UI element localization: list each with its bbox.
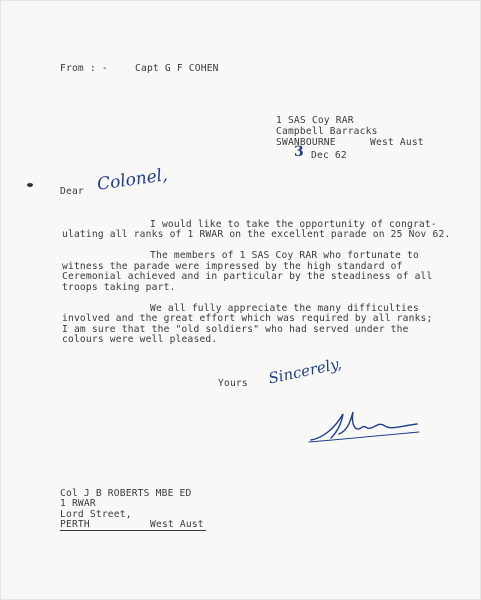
recipient-line-1: Col J B ROBERTS MBE ED	[60, 488, 192, 499]
body-line-10: colours were well pleased.	[62, 334, 218, 345]
from-label: From : -	[60, 63, 108, 74]
body-line-5: Ceremonial achieved and in particular by the steadiness of all	[62, 271, 433, 282]
closing-handwritten: Sincerely,	[266, 354, 344, 388]
body-line-8: involved and the great effort which was required by all ranks;	[62, 313, 433, 324]
body-line-4: witness the parade were impressed by the high standard of	[62, 261, 403, 272]
date-day: 3	[294, 144, 304, 160]
from-name: Capt G F COHEN	[135, 63, 219, 74]
sender-address-line-2: Campbell Barracks	[276, 126, 378, 137]
signature	[305, 404, 425, 446]
sender-address-line-3: SWANBOURNE	[276, 137, 336, 148]
recipient-line-4: PERTH	[60, 519, 206, 531]
sender-address-line-4: West Aust	[370, 137, 424, 148]
salutation-dear: Dear	[60, 186, 84, 197]
body-line-2: ulating all ranks of 1 RWAR on the excellent parade on 25 Nov 62.	[62, 229, 451, 240]
date-rest: Dec 62	[311, 150, 347, 161]
body-line-3: The members of 1 SAS Coy RAR who fortunate to	[150, 250, 419, 261]
sender-address-line-1: 1 SAS Coy RAR	[276, 115, 354, 126]
body-line-6: troops taking part.	[62, 282, 176, 293]
body-line-7: We all fully appreciate the many difficulties	[150, 303, 419, 314]
recipient-line-2: 1 RWAR	[60, 498, 96, 509]
recipient-line-3: Lord Street,	[60, 509, 132, 520]
punch-mark	[27, 183, 33, 187]
body-line-1: I would like to take the opportunity of congrat-	[150, 219, 437, 230]
salutation-handwritten: Colonel,	[95, 165, 169, 195]
body-line-9: I am sure that the "old soldiers" who had served under the	[62, 324, 409, 335]
closing-yours: Yours	[218, 378, 248, 389]
recipient-line-5: West Aust	[150, 519, 204, 530]
